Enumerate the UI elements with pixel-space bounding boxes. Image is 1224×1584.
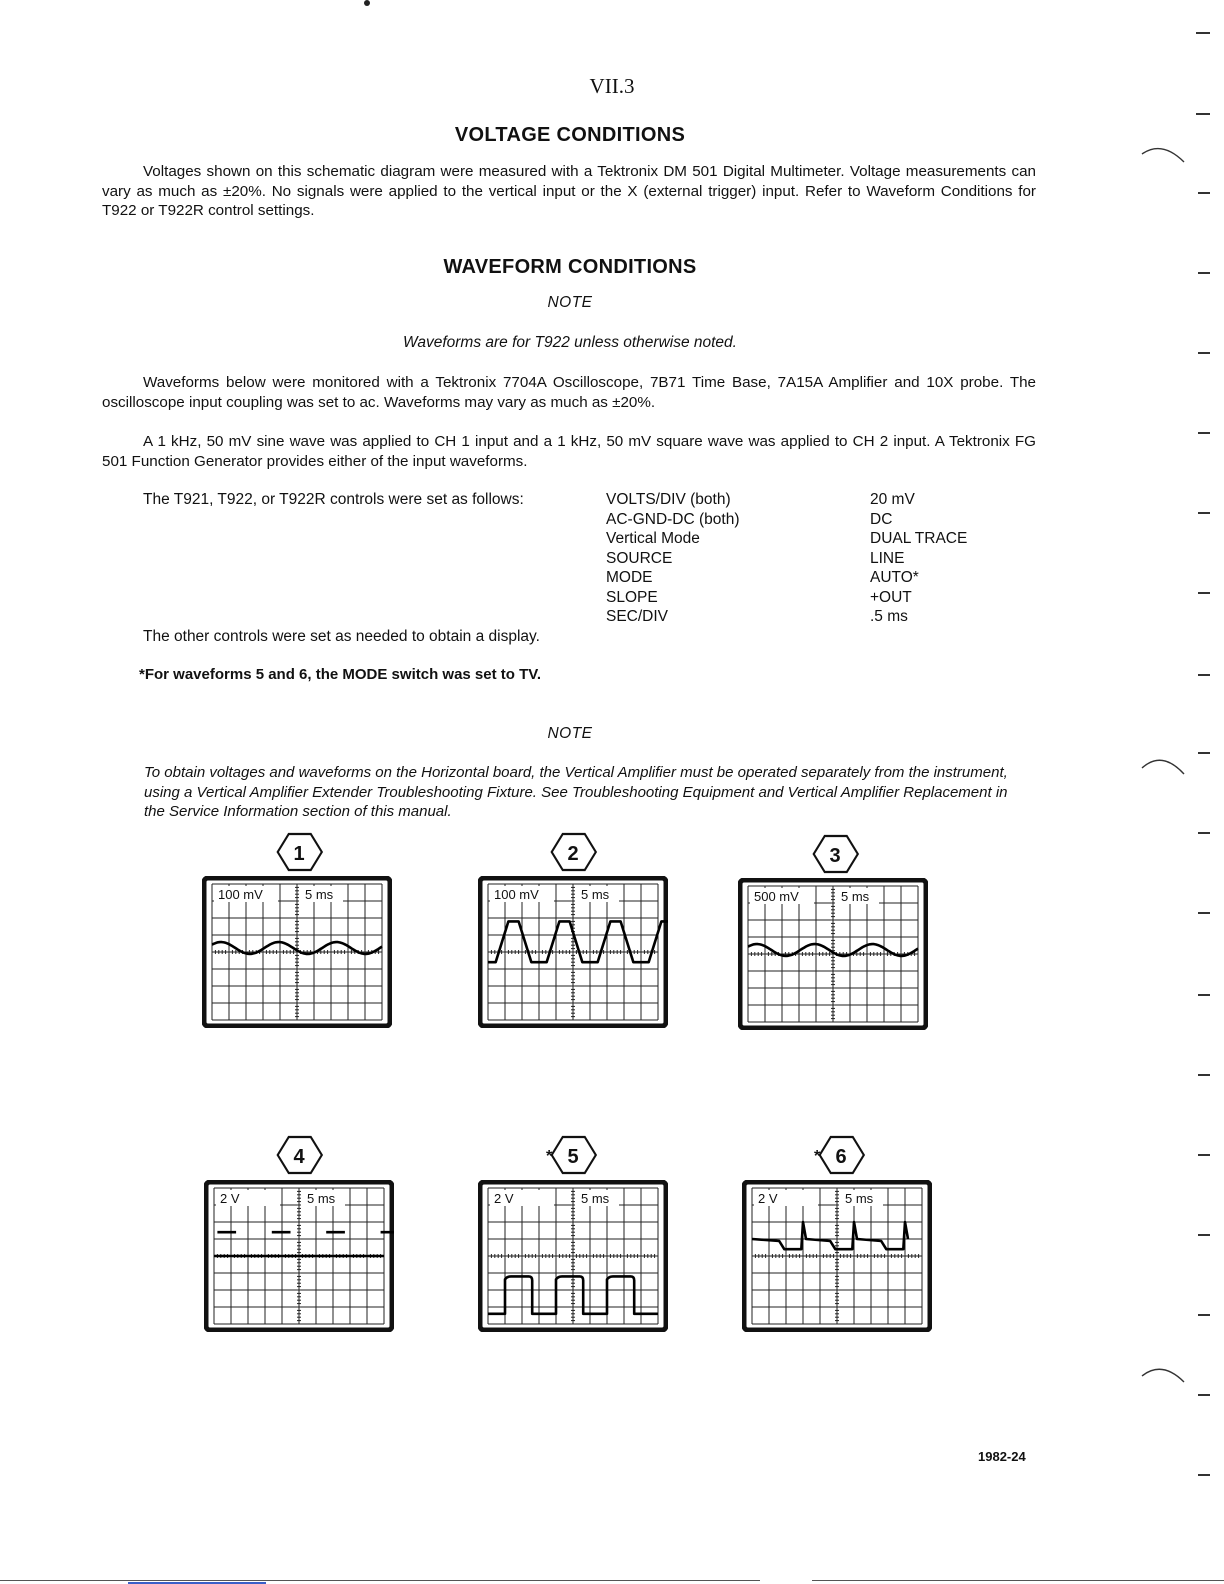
- edge-mark: [1198, 1074, 1210, 1076]
- waveform-number: 1: [293, 843, 305, 865]
- hexagon-badge-icon: [808, 834, 866, 874]
- time-per-div-label: 5 ms: [305, 887, 334, 902]
- control-name: MODE: [606, 569, 653, 586]
- waveform-number: 2: [567, 843, 579, 865]
- edge-arc: [1140, 1360, 1190, 1390]
- waveform-para-2: [102, 432, 1036, 471]
- control-name: SOURCE: [606, 549, 673, 567]
- waveform-note-text: Waveforms are for T922 unless otherwise noted.: [403, 334, 737, 351]
- waveform-number-badge: [546, 832, 604, 877]
- edge-mark: [1198, 1474, 1210, 1476]
- edge-mark: [1198, 1314, 1210, 1316]
- waveform-number: 3: [829, 845, 841, 867]
- volts-per-div-label: 100 mV: [494, 887, 539, 902]
- oscilloscope-graticule: [478, 1180, 668, 1332]
- voltage-conditions-body: Voltages shown on this schematic diagram were measured with a Tektronix DM 501 Digital Multimeter. Voltage measurements can vary as much as ±20%. No signals were applied to the vertical input or the X (external trigger) input. Refer to Waveform Conditions for T922 or T922R control settings.: [102, 163, 1036, 219]
- waveform-number-badge: [546, 1135, 604, 1180]
- edge-mark: [1198, 192, 1210, 194]
- horizontal-note-text: To obtain voltages and waveforms on the Horizontal board, the Vertical Amplifier must be operated separately from the instrument, using a Vertical Amplifier Extender Troubleshooting Fixture. See Troubleshooting Equipment and Vertical Amplifier Replacement in the Service Information section of this manual.: [144, 764, 1008, 820]
- oscilloscope-screen: [738, 878, 928, 1030]
- hexagon-badge-icon: [272, 832, 330, 872]
- controls-intro: The T921, T922, or T922R controls were set as follows:: [143, 491, 524, 508]
- horizontal-note-label: NOTE: [547, 725, 593, 742]
- edge-mark: [1198, 512, 1210, 514]
- mode-note: *For waveforms 5 and 6, the MODE switch was set to TV.: [139, 666, 542, 683]
- figure-number: 1982-24: [978, 1449, 1026, 1464]
- waveform-para-2-body: A 1 kHz, 50 mV sine wave was applied to CH 1 input and a 1 kHz, 50 mV square wave was applied to CH 2 input. A Tektronix FG 501 Function Generator provides either of the input waveforms.: [102, 433, 1036, 470]
- waveform-number-badge: [272, 1135, 330, 1180]
- time-per-div-label: 5 ms: [581, 887, 610, 902]
- oscilloscope-graticule: [738, 878, 928, 1030]
- page-number: VII.3: [589, 74, 635, 98]
- edge-mark: [1196, 113, 1210, 115]
- waveform-number: 4: [293, 1146, 305, 1168]
- time-per-div-label: 5 ms: [307, 1191, 336, 1206]
- edge-mark: [1198, 352, 1210, 354]
- waveform-conditions-title: WAVEFORM CONDITIONS: [443, 256, 697, 278]
- control-name: SEC/DIV: [606, 608, 669, 625]
- waveform-number-badge: [272, 832, 330, 877]
- control-name: Vertical Mode: [606, 530, 700, 547]
- control-value: +OUT: [870, 588, 912, 606]
- volts-per-div-label: 100 mV: [218, 887, 263, 902]
- waveform-para-1: [102, 373, 1036, 412]
- waveform-number: 5: [567, 1146, 579, 1168]
- oscilloscope-graticule: [204, 1180, 394, 1332]
- hexagon-badge-icon: [272, 1135, 330, 1175]
- time-per-div-label: 5 ms: [581, 1191, 610, 1206]
- control-name: AC-GND-DC (both): [606, 510, 740, 528]
- waveform-para-1-body: Waveforms below were monitored with a Tektronix 7704A Oscilloscope, 7B71 Time Base, 7A15A Amplifier and 10X probe. The oscilloscope input coupling was set to ac. Waveforms may vary as much as ±20%.: [102, 374, 1036, 411]
- oscilloscope-screen: [478, 876, 668, 1028]
- bottom-edge-line: [812, 1580, 1224, 1581]
- voltage-conditions-title: VOLTAGE CONDITIONS: [454, 124, 686, 146]
- oscilloscope-graticule: [478, 876, 668, 1028]
- time-per-div-label: 5 ms: [845, 1191, 874, 1206]
- edge-mark: [1198, 752, 1210, 754]
- control-value: .5 ms: [870, 608, 908, 625]
- control-value: AUTO*: [870, 569, 919, 586]
- oscilloscope-screen: [742, 1180, 932, 1332]
- oscilloscope-graticule: [742, 1180, 932, 1332]
- volts-per-div-label: 500 mV: [754, 889, 799, 904]
- control-name: SLOPE: [606, 588, 658, 606]
- edge-mark: [1198, 1234, 1210, 1236]
- edge-mark: [1198, 272, 1210, 274]
- edge-arc: [1140, 750, 1190, 780]
- edge-mark: [1198, 1394, 1210, 1396]
- waveform-note-label: NOTE: [547, 294, 593, 311]
- edge-mark: [1198, 994, 1210, 996]
- edge-arc: [1140, 140, 1190, 170]
- other-controls-text: The other controls were set as needed to obtain a display.: [143, 628, 540, 645]
- waveform-star-mark: *: [814, 1148, 821, 1165]
- oscilloscope-screen: [478, 1180, 668, 1332]
- controls-values: [870, 490, 967, 627]
- edge-mark: [1198, 592, 1210, 594]
- control-value: DUAL TRACE: [870, 530, 968, 547]
- edge-mark: [1198, 674, 1210, 676]
- edge-mark: [1198, 1154, 1210, 1156]
- volts-per-div-label: 2 V: [220, 1191, 240, 1206]
- volts-per-div-label: 2 V: [494, 1191, 514, 1206]
- volts-per-div-label: 2 V: [758, 1191, 778, 1206]
- edge-mark: [1198, 432, 1210, 434]
- waveform-number-badge: [814, 1135, 872, 1180]
- scan-dot: [364, 0, 370, 6]
- edge-mark: [1196, 32, 1210, 34]
- voltage-conditions-text: [102, 162, 1036, 221]
- waveform-number: 6: [835, 1146, 847, 1168]
- control-name: VOLTS/DIV (both): [606, 491, 731, 508]
- hexagon-badge-icon: [546, 832, 604, 872]
- oscilloscope-graticule: [202, 876, 392, 1028]
- control-value: 20 mV: [870, 491, 915, 508]
- control-value: DC: [870, 510, 893, 528]
- controls-names: [606, 490, 739, 627]
- edge-mark: [1198, 912, 1210, 914]
- waveform-number-badge: [808, 834, 866, 879]
- bottom-edge-line: [0, 1580, 760, 1581]
- waveform-star-mark: *: [546, 1148, 553, 1165]
- control-value: LINE: [870, 549, 905, 567]
- edge-mark: [1198, 832, 1210, 834]
- hexagon-badge-icon: [546, 1135, 604, 1175]
- hexagon-badge-icon: [814, 1135, 872, 1175]
- oscilloscope-screen: [204, 1180, 394, 1332]
- time-per-div-label: 5 ms: [841, 889, 870, 904]
- oscilloscope-screen: [202, 876, 392, 1028]
